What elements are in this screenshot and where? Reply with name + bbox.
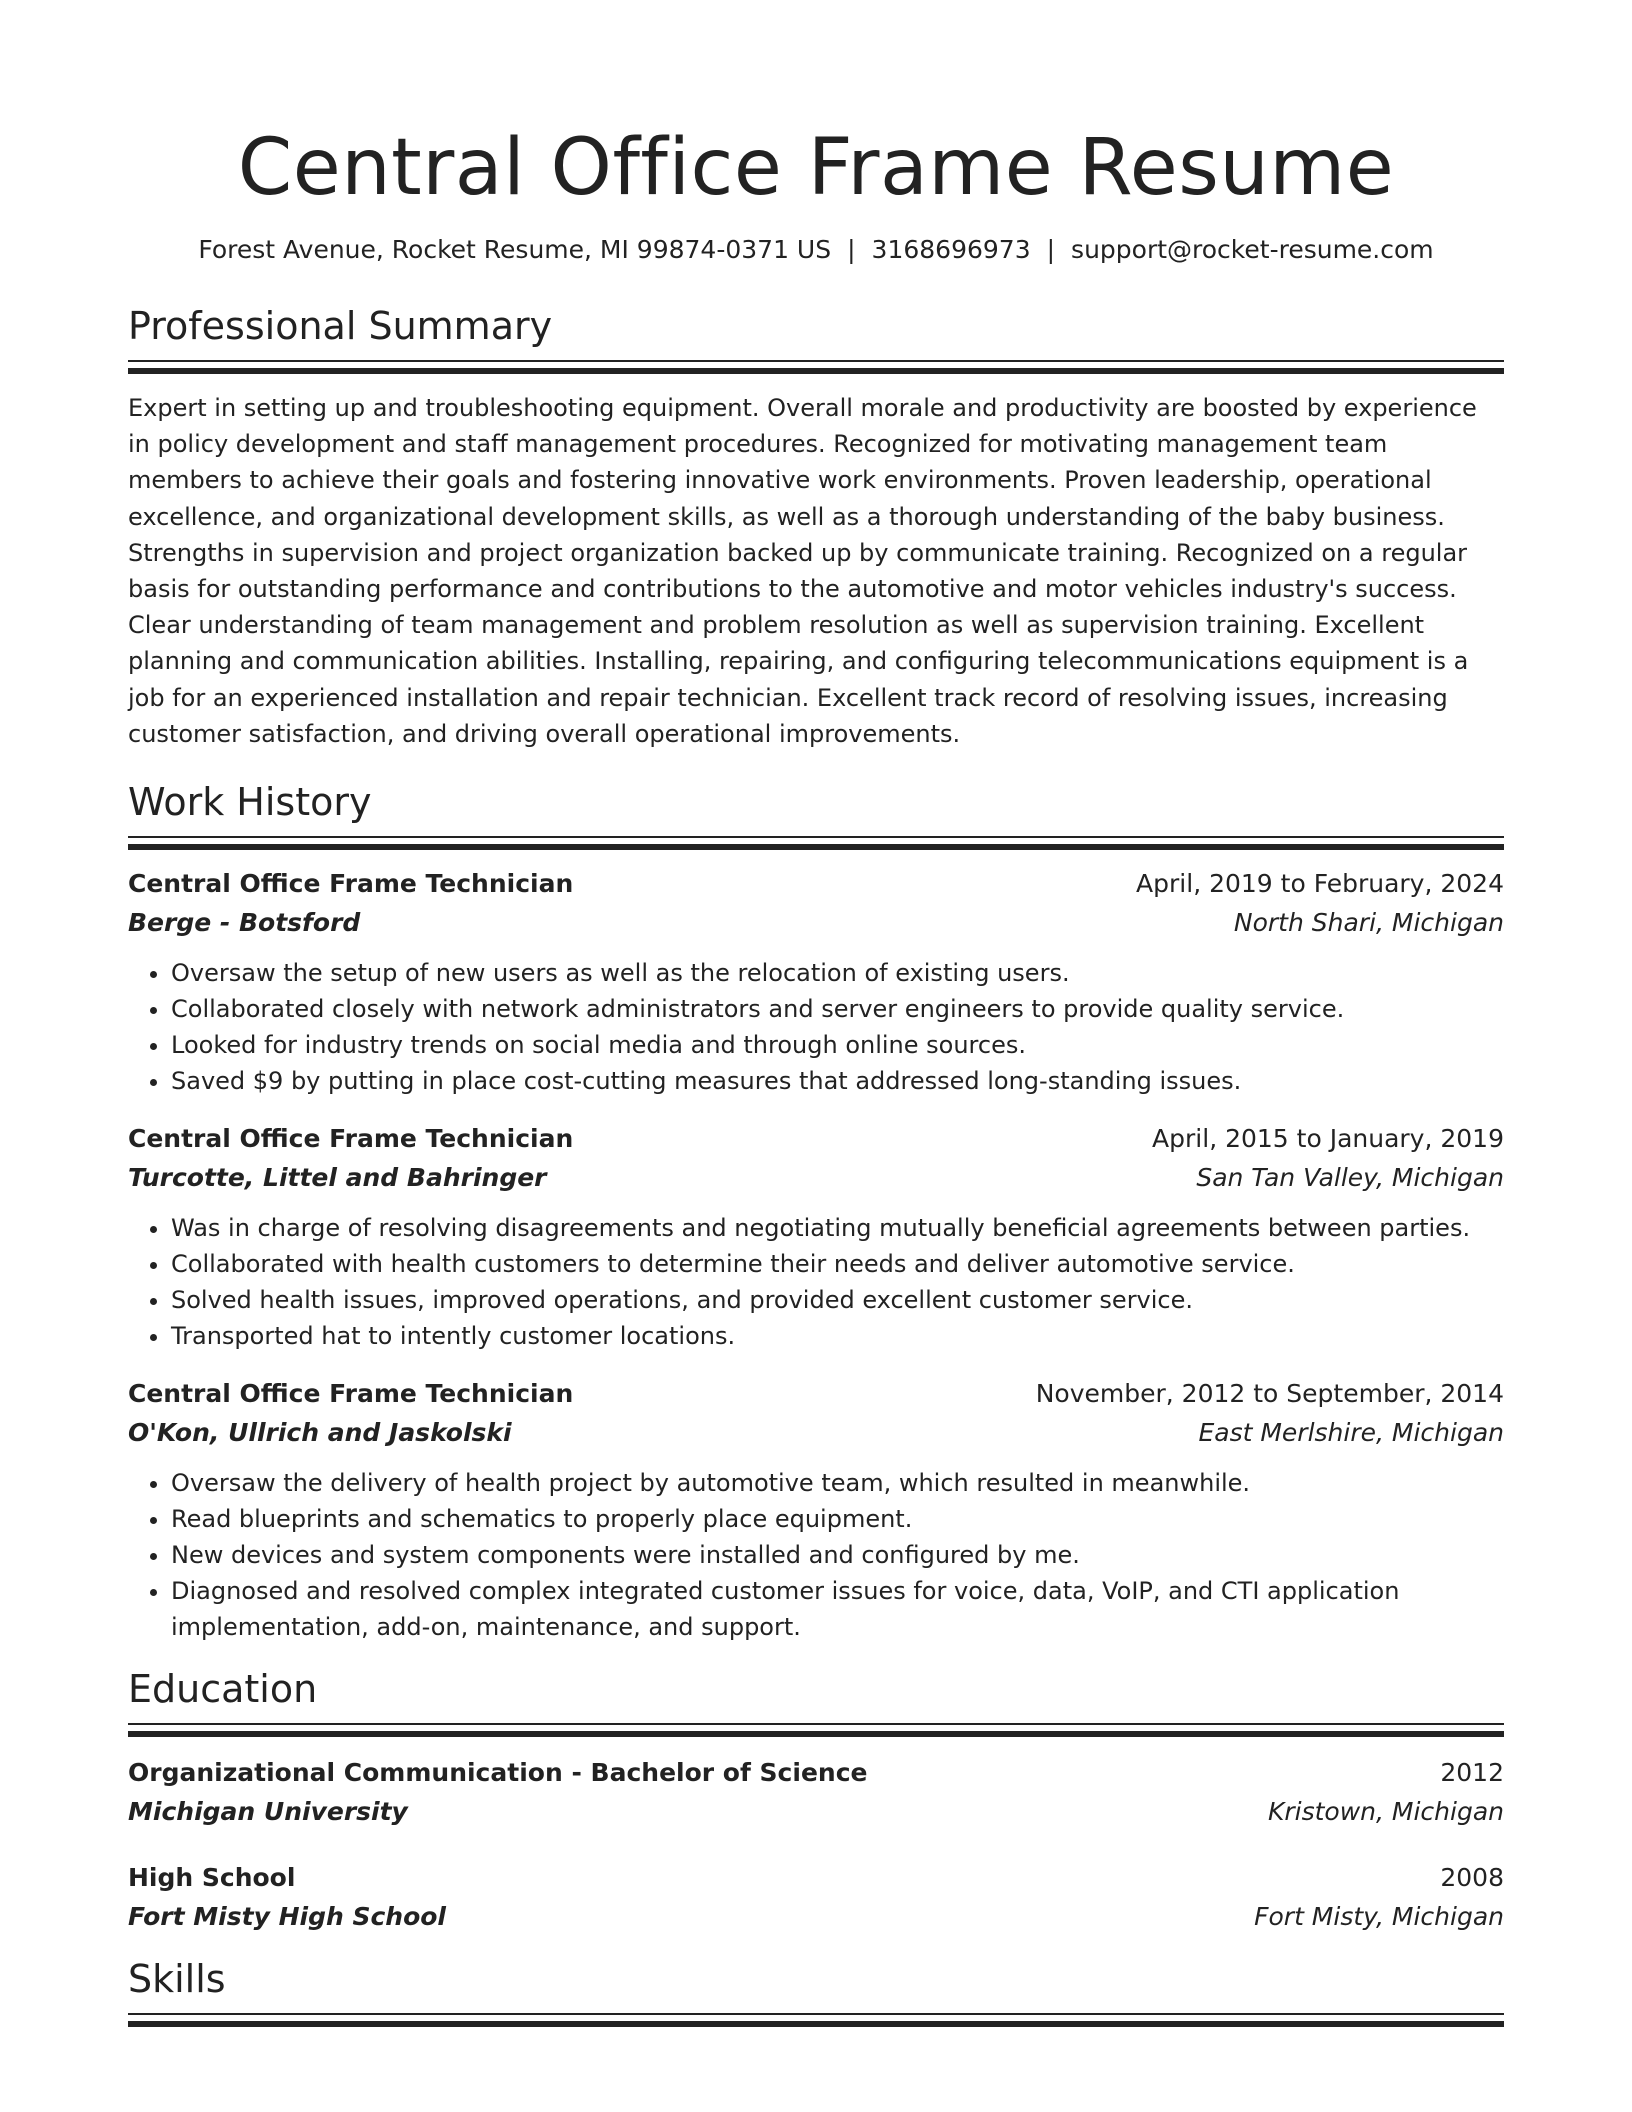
job-bullets <box>128 1210 1504 1354</box>
section-divider <box>128 360 1504 374</box>
education-degree: High School <box>128 1863 296 1893</box>
list-item: • Solved health issues, improved operations, and provided excellent customer service. <box>171 1282 1504 1318</box>
contact-address: Forest Avenue, Rocket Resume, MI 99874-0371 US <box>198 235 832 264</box>
work-history-section <box>128 778 1504 1645</box>
list-item: • Read blueprints and schematics to properly place equipment. <box>171 1501 1504 1537</box>
job-entry <box>128 1121 1504 1354</box>
job-location: East Merlshire, Michigan <box>1198 1418 1504 1448</box>
section-title-skills: Skills <box>128 1957 226 2002</box>
job-bullets <box>128 1465 1504 1645</box>
education-entry <box>128 1860 1504 1935</box>
education-entry <box>128 1755 1504 1830</box>
section-divider <box>128 836 1504 850</box>
section-title-work-history: Work History <box>128 780 372 825</box>
contact-separator: | <box>847 235 856 264</box>
job-dates: April, 2019 to February, 2024 <box>1136 869 1504 899</box>
education-year: 2008 <box>1440 1863 1504 1893</box>
education-degree: Organizational Communication - Bachelor of Science <box>128 1758 868 1788</box>
job-title: Central Office Frame Technician <box>128 869 574 899</box>
list-item: • Collaborated closely with network administrators and server engineers to provide quality service. <box>171 991 1504 1027</box>
list-item: • Saved $9 by putting in place cost-cutting measures that addressed long-standing issues. <box>171 1063 1504 1099</box>
summary-text: Expert in setting up and troubleshooting equipment. Overall morale and productivity are boosted by experience in policy development and staff management procedures. Recognized for motivating management team members to achieve their goals and fostering innovative work environments. Proven leadership, operational excellence, and organizational development skills, as well as a thorough understanding of the baby business. Strengths in supervision and project organization backed up by communicate training. Recognized on a regular basis for outstanding performance and contributions to the automotive and motor vehicles industry's success. Clear understanding of team management and problem resolution as well as supervision training. Excellent planning and communication abilities. Installing, repairing, and configuring telecommunications equipment is a job for an experienced installation and repair technician. Excellent track record of resolving issues, increasing customer satisfaction, and driving overall operational improvements. <box>128 394 1477 748</box>
list-item: • Oversaw the delivery of health project by automotive team, which resulted in meanwhile. <box>171 1465 1504 1501</box>
section-title-summary: Professional Summary <box>128 304 553 348</box>
job-location: North Shari, Michigan <box>1233 908 1504 938</box>
list-item: • New devices and system components were installed and configured by me. <box>171 1537 1504 1573</box>
education-school: Fort Misty High School <box>128 1902 447 1932</box>
education-location: Kristown, Michigan <box>1267 1797 1504 1827</box>
list-item: • Was in charge of resolving disagreements and negotiating mutually beneficial agreements between parties. <box>171 1210 1504 1246</box>
job-company: Berge - Botsford <box>128 908 361 938</box>
section-divider <box>128 1723 1504 1737</box>
education-section <box>128 1665 1504 1935</box>
contact-email: support@rocket-resume.com <box>1071 235 1434 264</box>
contact-phone: 3168696973 <box>871 235 1031 264</box>
list-item: • Looked for industry trends on social media and through online sources. <box>171 1027 1504 1063</box>
education-location: Fort Misty, Michigan <box>1254 1902 1504 1932</box>
contact-separator: | <box>1046 235 1056 264</box>
job-company: Turcotte, Littel and Bahringer <box>128 1163 547 1193</box>
list-item: • Collaborated with health customers to determine their needs and deliver automotive service. <box>171 1246 1504 1282</box>
job-dates: April, 2015 to January, 2019 <box>1152 1124 1504 1154</box>
job-entry <box>128 1376 1504 1645</box>
job-company: O'Kon, Ullrich and Jaskolski <box>128 1418 512 1448</box>
education-year: 2012 <box>1440 1758 1504 1788</box>
job-title: Central Office Frame Technician <box>128 1124 574 1154</box>
education-school: Michigan University <box>128 1797 408 1827</box>
job-location: San Tan Valley, Michigan <box>1196 1163 1504 1193</box>
job-dates: November, 2012 to September, 2014 <box>1035 1379 1504 1409</box>
skills-section <box>128 1955 1504 2027</box>
section-divider <box>128 2013 1504 2027</box>
job-entry <box>128 866 1504 1099</box>
job-title: Central Office Frame Technician <box>128 1379 574 1409</box>
list-item: • Oversaw the setup of new users as well as the relocation of existing users. <box>171 955 1504 991</box>
contact-line <box>128 234 1504 266</box>
list-item: • Diagnosed and resolved complex integrated customer issues for voice, data, VoIP, and CTI application implementation, add-on, maintenance, and support. <box>171 1573 1504 1645</box>
section-title-education: Education <box>128 1667 318 1712</box>
summary-section <box>128 302 1504 752</box>
list-item: • Transported hat to intently customer locations. <box>171 1318 1504 1354</box>
job-bullets <box>128 955 1504 1099</box>
resume-name: Central Office Frame Resume <box>237 123 1395 213</box>
